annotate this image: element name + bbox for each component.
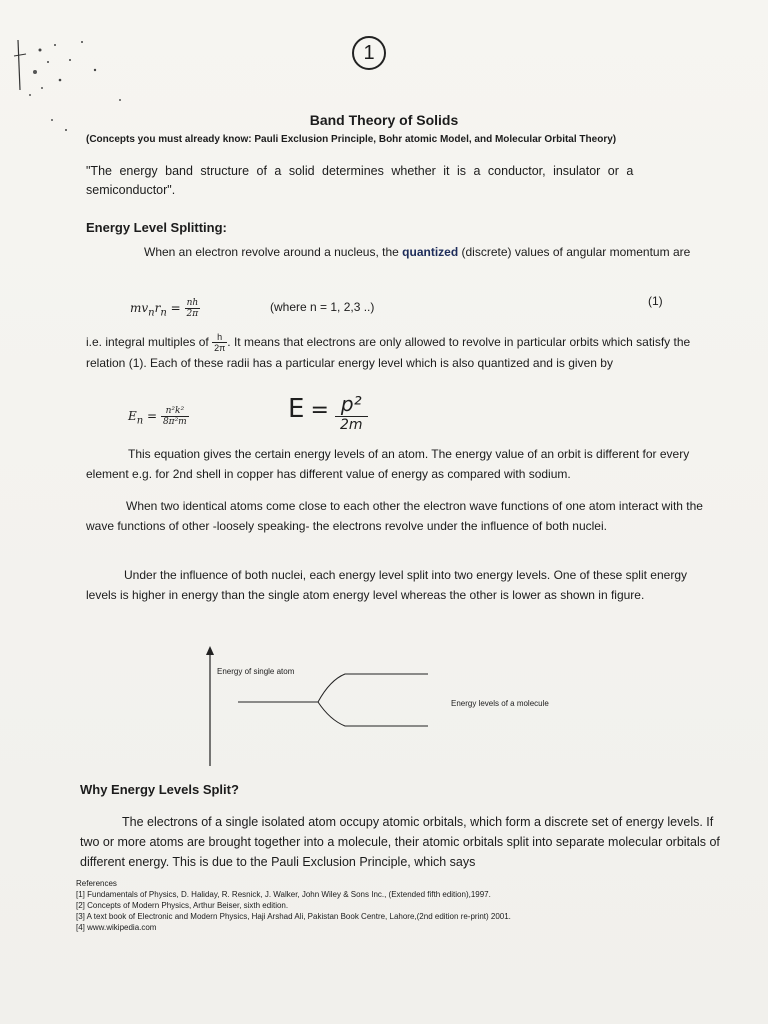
- section-heading-why-levels-split: Why Energy Levels Split?: [80, 782, 239, 797]
- prerequisites-note: (Concepts you must already know: Pauli Exclusion Principle, Bohr atomic Model, and Molecular Orbital Theory): [86, 134, 617, 145]
- split-upper-branch: [318, 674, 428, 702]
- split-lower-branch: [318, 702, 428, 726]
- equation-energy-level: $E_n$ = $\frac{\text{n²k²}}{\text{8π²m}}$: [128, 406, 187, 427]
- references-title: References: [76, 879, 117, 888]
- page-number-badge: 1: [352, 36, 386, 70]
- equation-condition: (where n = 1, 2,3 ..): [270, 300, 375, 314]
- energy-splitting-diagram: [200, 640, 600, 770]
- paragraph-integral-multiples: i.e. integral multiples of $\frac{h}{2\pi}$ . It means that electrons are only allowed to revolve in particular orbits which satisfy the relation (1). Each of these radii has a particular energy level which is also quantized and is given by: [86, 332, 691, 371]
- document-title: Band Theory of Solids: [309, 112, 459, 128]
- label-molecule-levels: Energy levels of a molecule: [451, 699, 549, 708]
- quantized-emphasis: quantized: [402, 245, 459, 259]
- paragraph-split-levels: Under the influence of both nuclei, each energy level split into two energy levels. One of these split energy levels is higher in energy than the single atom energy level whereas the other is lower as shown in figure.: [86, 568, 687, 602]
- equation-angular-momentum: $mv_nr_n$ = $\frac{nh}{2\pi}$: [130, 298, 199, 319]
- paragraph-identical-atoms: When two identical atoms come close to each other the electron wave functions of one atom interact with the wave functions of other -loosely speaking- the electrons revolve under the influence of both nuclei.: [86, 499, 703, 533]
- paragraph-angular-momentum: When an electron revolve around a nucleus, the quantized (discrete) values of angular momentum are: [144, 245, 691, 259]
- label-single-atom: Energy of single atom: [217, 667, 295, 676]
- energy-axis-arrowhead: [206, 646, 214, 655]
- handwritten-equation: E = p² 2m: [288, 392, 368, 433]
- section-heading-energy-level-splitting: Energy Level Splitting:: [86, 220, 227, 235]
- paragraph-energy-levels: This equation gives the certain energy levels of an atom. The energy value of an orbit is different for every element e.g. for 2nd shell in copper has different value of energy as compared with sodium.: [86, 447, 690, 481]
- equation-number: (1): [648, 294, 663, 308]
- reference-item: [2] Concepts of Modern Physics, Arthur Beiser, sixth edition.: [76, 901, 289, 910]
- reference-item: [3] A text book of Electronic and Modern Physics, Haji Arshad Ali, Pakistan Book Centre, Lahore,(2nd edition re-print) 2001.: [76, 912, 511, 921]
- reference-item: [1] Fundamentals of Physics, D. Haliday, R. Resnick, J. Walker, John Wiley & Sons Inc., (Extended fifth edition),1997.: [76, 890, 491, 899]
- intro-quote: "The energy band structure of a solid determines whether it is a conductor, insulator or a semiconductor".: [86, 164, 634, 197]
- paragraph-why-split: The electrons of a single isolated atom occupy atomic orbitals, which form a discrete set of energy levels. If two or more atoms are brought together into a molecule, their atomic orbitals split into separate molecular orbitals of different energy. This is due to the Pauli Exclusion Principle, which says: [80, 815, 720, 869]
- reference-item: [4] www.wikipedia.com: [76, 923, 157, 932]
- references-list: [76, 878, 716, 933]
